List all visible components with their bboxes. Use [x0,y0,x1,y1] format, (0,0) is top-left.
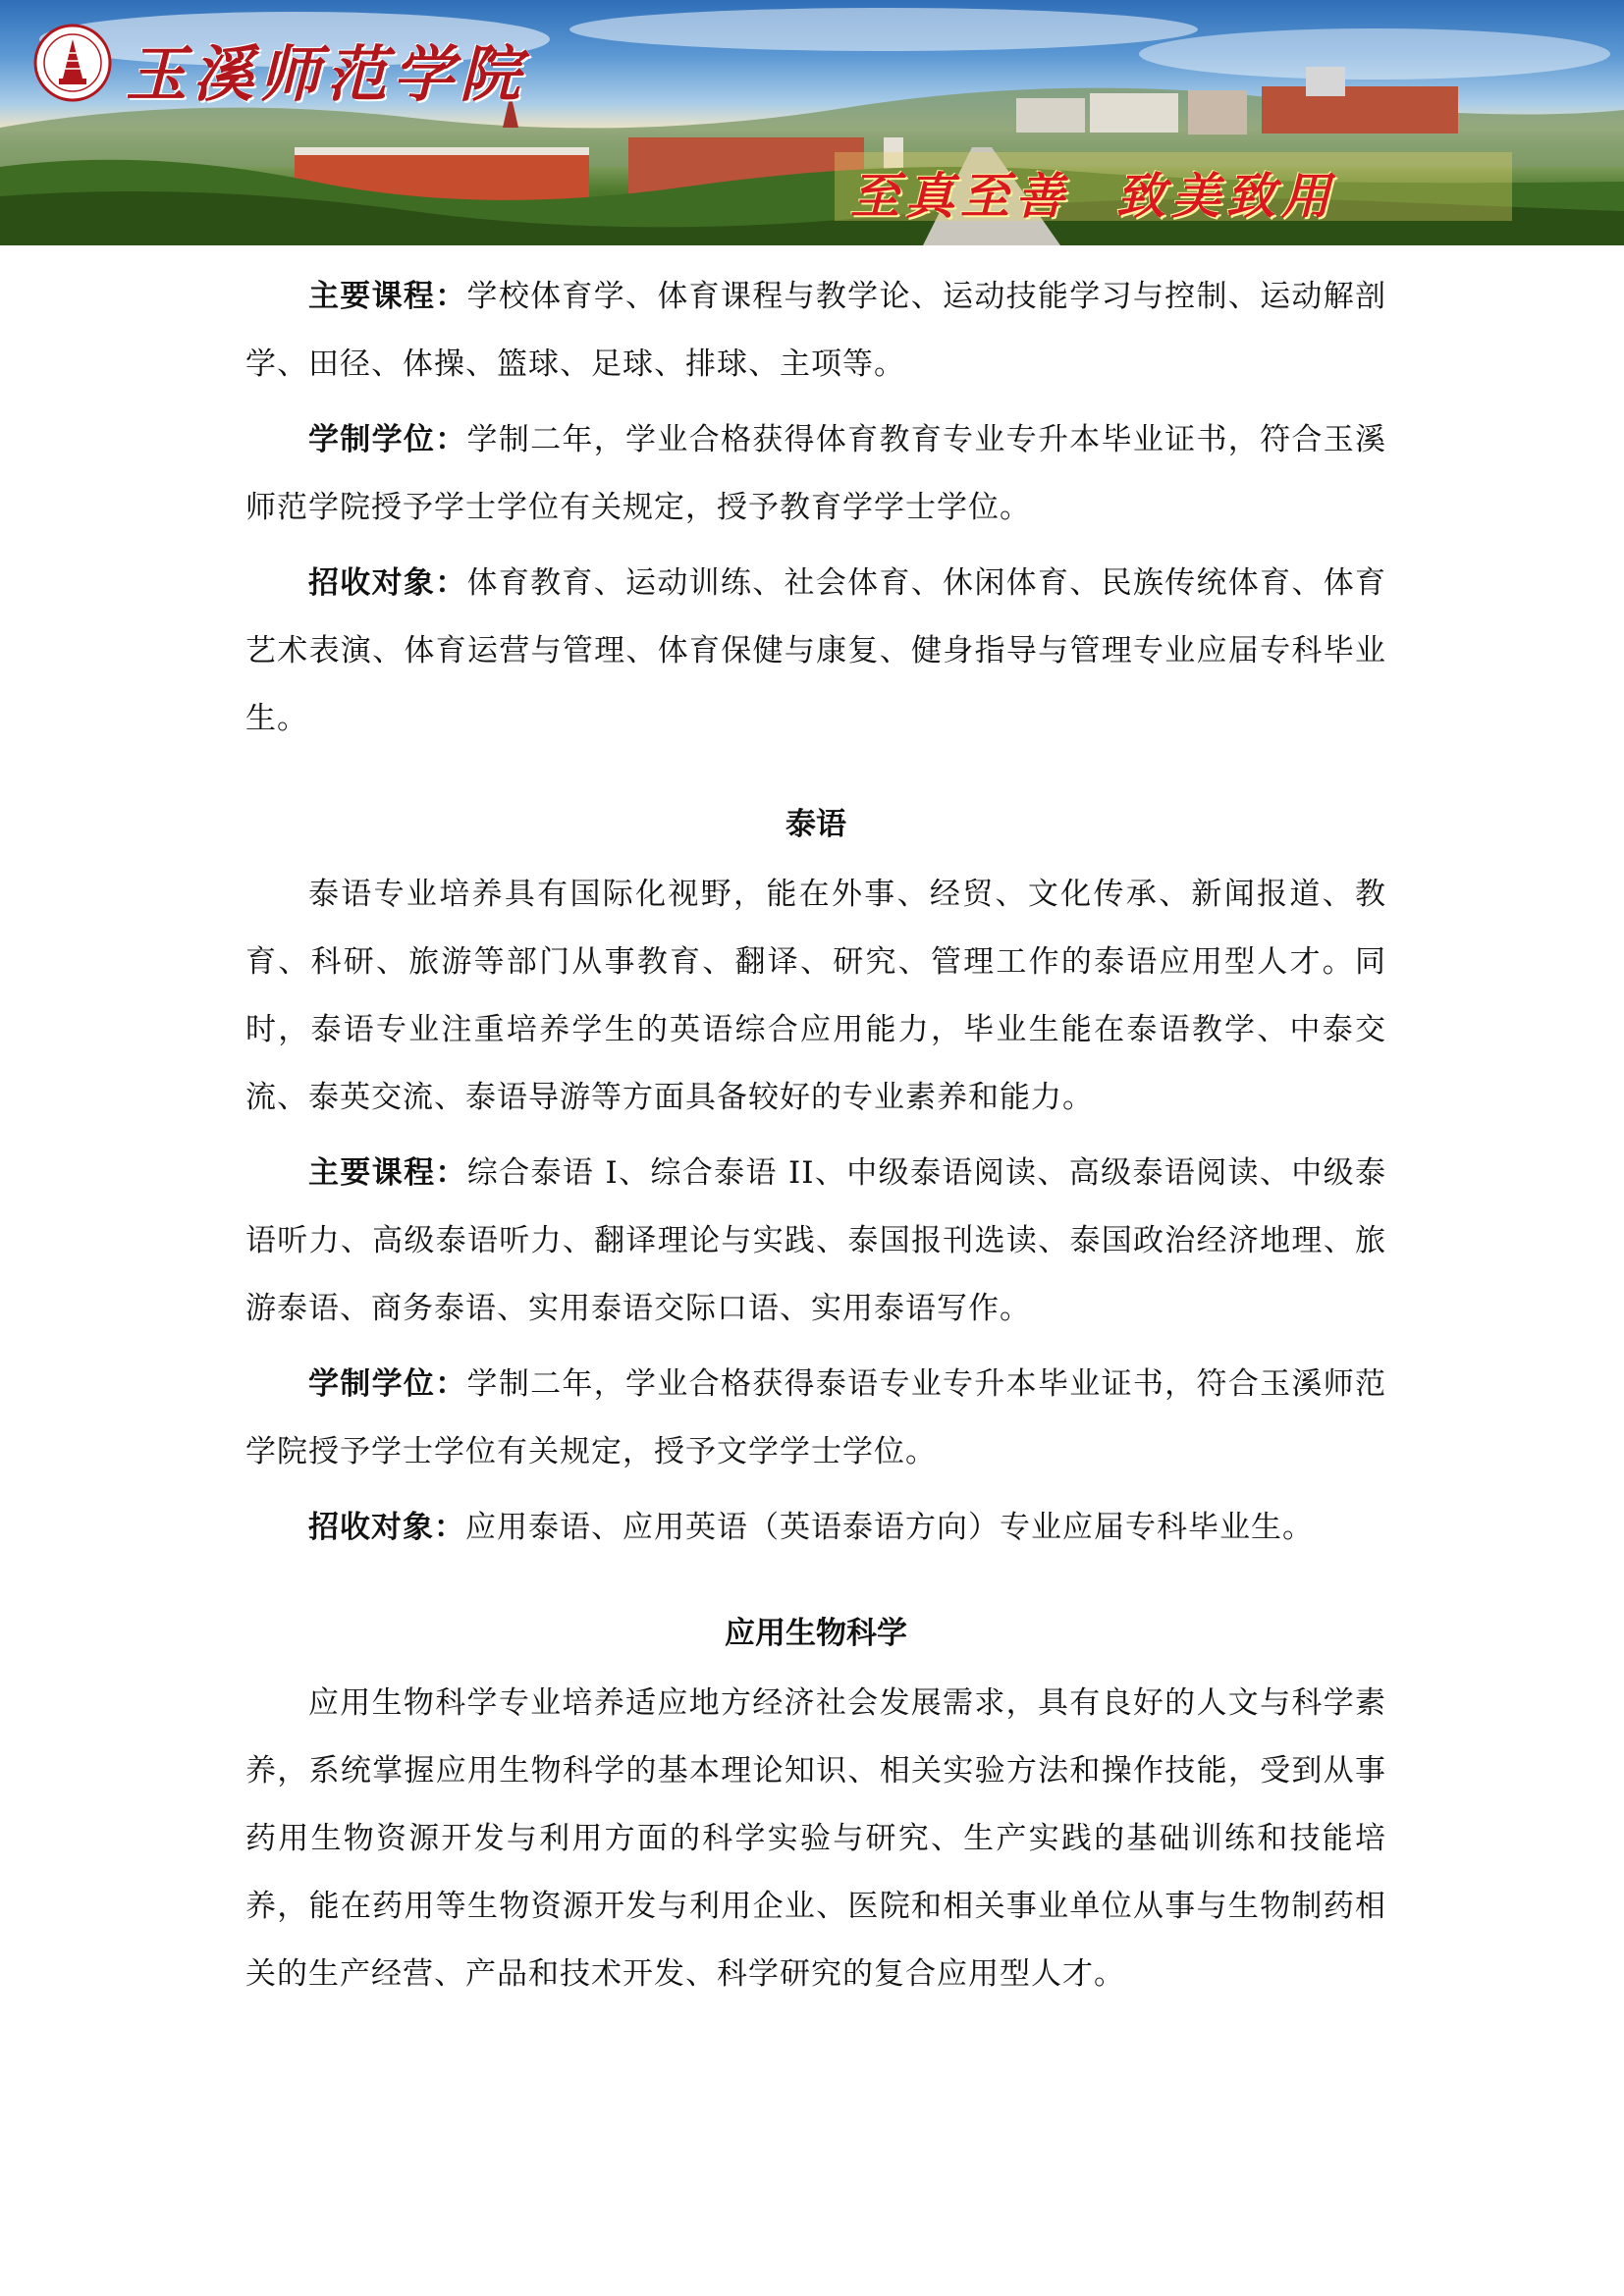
thai-target-label: 招收对象： [308,1510,465,1545]
thai-degree-paragraph [245,1351,1386,1486]
thai-target-paragraph [245,1494,1386,1562]
pe-courses-label: 主要课程： [308,279,467,314]
thai-courses-text: 综合泰语 I、综合泰语 II、中级泰语阅读、高级泰语阅读、中级泰语听力、高级泰语听力、翻译理论与实践、泰国报刊选读、泰国政治经济地理、旅游泰语、商务泰语、实用泰语交际口语、实用泰语写作。 [245,1155,1386,1326]
thai-courses-label: 主要课程： [308,1155,467,1191]
school-name: 玉溪师范学院 [126,38,527,110]
document-body [245,263,1386,2016]
pe-degree-label: 学制学位： [308,422,467,457]
university-seal-logo [33,24,112,102]
pe-courses-text: 学校体育学、体育课程与教学论、运动技能学习与控制、运动解剖学、田径、体操、篮球、足球、排球、主项等。 [245,279,1386,382]
biology-intro-paragraph: 应用生物科学专业培养适应地方经济社会发展需求，具有良好的人文与科学素养，系统掌握应用生物科学的基本理论知识、相关实验方法和操作技能，受到从事药用生物资源开发与利用方面的科学实验与研究、生产实践的基础训练和技能培养，能在药用等生物资源开发与利用企业、医院和相关事业单位从事与生物制药相关的生产经营、产品和技术开发、科学研究的复合应用型人才。 [245,1685,1386,1992]
school-motto: 至真至善 致美致用 [850,167,1336,225]
thai-target-text: 应用泰语、应用英语（英语泰语方向）专业应届专科毕业生。 [465,1510,1314,1545]
pe-degree-paragraph [245,406,1386,542]
thai-intro-paragraph: 泰语专业培养具有国际化视野，能在外事、经贸、文化传承、新闻报道、教育、科研、旅游等部门从事教育、翻译、研究、管理工作的泰语应用型人才。同时，泰语专业注重培养学生的英语综合应用能力，毕业生能在泰语教学、中泰交流、泰英交流、泰语导游等方面具备较好的专业素养和能力。 [245,877,1386,1115]
pe-target-paragraph [245,550,1386,753]
pe-degree-text: 学制二年，学业合格获得体育教育专业专升本毕业证书，符合玉溪师范学院授予学士学位有关规定，授予教育学学士学位。 [245,422,1386,525]
pe-target-label: 招收对象： [308,565,467,601]
thai-degree-label: 学制学位： [308,1366,467,1402]
thai-section-title: 泰语 [785,807,846,842]
biology-section-title: 应用生物科学 [725,1616,907,1651]
thai-degree-text: 学制二年，学业合格获得泰语专业专升本毕业证书，符合玉溪师范学院授予学士学位有关规定，授予文学学士学位。 [245,1366,1386,1469]
header-banner [0,0,1624,245]
pe-target-text: 体育教育、运动训练、社会体育、休闲体育、民族传统体育、体育艺术表演、体育运营与管理、体育保健与康复、健身指导与管理专业应届专科毕业生。 [245,565,1386,736]
thai-courses-paragraph [245,1140,1386,1343]
pe-courses-paragraph [245,263,1386,399]
